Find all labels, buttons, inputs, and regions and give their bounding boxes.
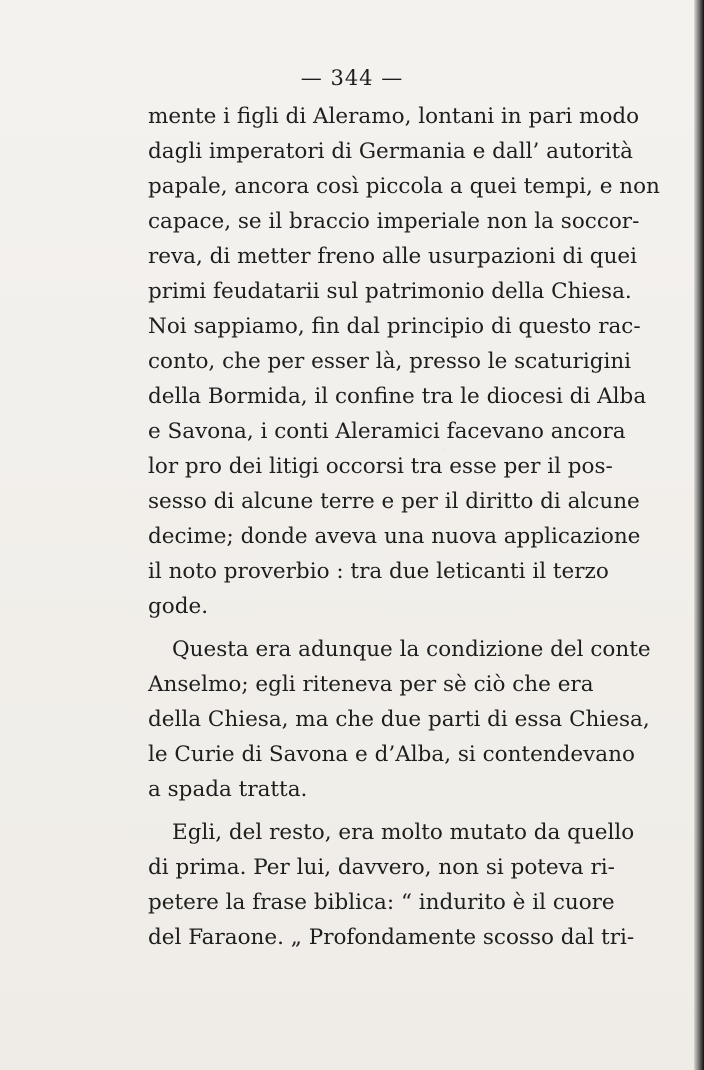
text-line: reva, di metter freno alle usurpazioni di quei bbox=[148, 244, 638, 269]
text-line: sesso di alcune terre e per il diritto di alcune bbox=[148, 489, 640, 514]
text-line: Anselmo; egli riteneva per sè ciò che era bbox=[148, 672, 594, 697]
text-line: a spada tratta. bbox=[148, 777, 308, 802]
text-line: primi feudatarii sul patrimonio della Chiesa. bbox=[148, 279, 632, 304]
text-line: conto, che per esser là, presso le scaturigini bbox=[148, 349, 632, 374]
text-line: petere la frase biblica: “ indurito è il cuore bbox=[148, 890, 615, 915]
text-line: della Bormida, il confine tra le diocesi di Alba bbox=[148, 384, 647, 409]
text-line: le Curie di Savona e d’Alba, si contendevano bbox=[148, 742, 635, 767]
text-line: dagli imperatori di Germania e dall’ autorità bbox=[148, 139, 633, 164]
text-line: decime; donde aveva una nuova applicazione bbox=[148, 524, 641, 549]
text-line: mente i figli di Aleramo, lontani in pari modo bbox=[148, 104, 640, 129]
text-line: il noto proverbio : tra due leticanti il terzo bbox=[148, 559, 609, 584]
text-line: della Chiesa, ma che due parti di essa Chiesa, bbox=[148, 707, 650, 732]
text-line: lor pro dei litigi occorsi tra esse per il pos- bbox=[148, 454, 613, 479]
text-line: gode. bbox=[148, 594, 209, 619]
page-edge-shadow bbox=[694, 0, 704, 1070]
text-line: papale, ancora così piccola a quei tempi, e non bbox=[148, 174, 660, 199]
text-line: e Savona, i conti Aleramici facevano ancora bbox=[148, 419, 626, 444]
paragraph-spacer bbox=[148, 807, 596, 815]
paragraph-spacer bbox=[148, 624, 596, 632]
page-number: — 344 — bbox=[300, 66, 404, 90]
page-body-text bbox=[148, 99, 660, 955]
text-line: capace, se il braccio imperiale non la soccor- bbox=[148, 209, 640, 234]
text-line: Egli, del resto, era molto mutato da quello bbox=[172, 820, 635, 845]
text-line: del Faraone. „ Profondamente scosso dal tri- bbox=[148, 925, 635, 950]
text-line: Noi sappiamo, fin dal principio di questo rac- bbox=[148, 314, 641, 339]
text-line: Questa era adunque la condizione del conte bbox=[172, 637, 651, 662]
text-line: di prima. Per lui, davvero, non si poteva ri- bbox=[148, 855, 615, 880]
